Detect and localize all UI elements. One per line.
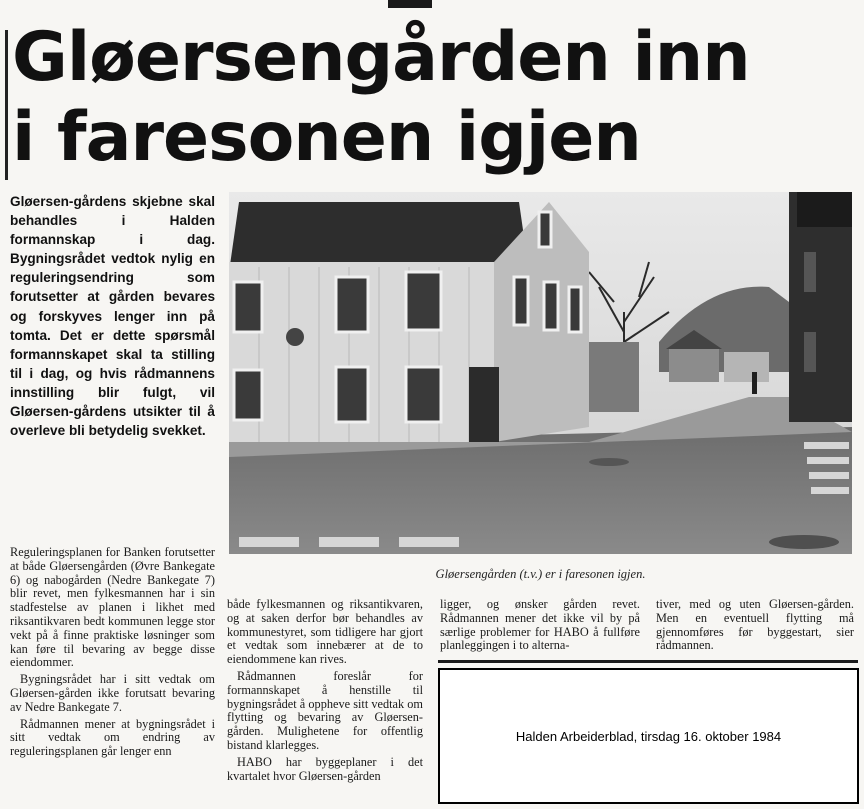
headline-line-1: Gløersengården inn	[12, 18, 750, 97]
body-paragraph: tiver, med og uten Gløersen-gården. Men en eventuell flytting må gjennomføres før byggestart, sier rådmannen.	[656, 597, 854, 653]
source-citation: Halden Arbeiderblad, tirsdag 16. oktober 1984	[515, 728, 782, 744]
lead-paragraph: Gløersen-gårdens skjebne skal behandles i Halden formannskap i dag. Bygningsrådet vedtok nylig en reguleringsendring som forutsetter at gården bevares og forskyves lenger inn på tomta. Det er dette spørsmål formannskapet skal ta stilling til i dag, og hvis rådmannens innstilling blir fulgt, vil Gløersen-gårdens utsikter til å overleve bli betydelig svekket.	[10, 194, 215, 439]
body-column-4	[656, 598, 854, 653]
body-column-1	[10, 546, 215, 759]
body-paragraph: ligger, og ønsker gården revet. Rådmannen mener det ikke vil by på særlige problemer for HABO å fullføre planleggingen i to alterna-	[440, 597, 640, 653]
body-column-2	[227, 598, 423, 783]
source-box	[438, 668, 859, 804]
street-photo-illustration	[229, 192, 852, 554]
column-end-rule	[438, 660, 858, 663]
photo-caption: Gløersengården (t.v.) er i faresonen igjen.	[435, 567, 646, 581]
news-photo	[229, 192, 852, 554]
body-paragraph: både fylkesmannen og riksantikvaren, og at saken derfor bør behandles av kommunestyret, som tidligere har gjort et vedtak som innebærer at de to eiendommene kan rives.	[227, 597, 423, 667]
body-paragraph: HABO har byggeplaner i det kvartalet hvor Gløersen-gården	[227, 754, 423, 783]
body-paragraph: Reguleringsplanen for Banken forutsetter at både Gløersengården (Øvre Bankegate 6) og nabogården (Nedre Bankegate 7) blir revet, men fylkesmannen har i sin stadfestelse av planen i likhet med riksantikvaren bedt kommunen legge stor vekt på å finne praktiske løsninger som kan føre til bevaring av begge disse eiendommer.	[10, 545, 215, 670]
body-paragraph: Rådmannen mener at bygningsrådet i sitt vedtak om endring av reguleringsplanen går lenger enn	[10, 716, 215, 759]
body-column-3	[440, 598, 640, 653]
body-paragraph: Bygningsrådet har i sitt vedtak om Gløersen-gården ikke forutsatt bevaring av Nedre Bankegate 7.	[10, 672, 215, 714]
column-rule	[5, 30, 8, 180]
masthead-fragment	[388, 0, 432, 8]
headline-line-2: i faresonen igjen	[12, 98, 641, 177]
body-paragraph: Rådmannen foreslår for formannskapet å henstille til bygningsrådet å oppheve sitt vedtak om flytting og bevaring av Gløersen-gården. Mulighetene for offentlig bistand klarlegges.	[227, 668, 423, 752]
headline	[12, 18, 852, 178]
